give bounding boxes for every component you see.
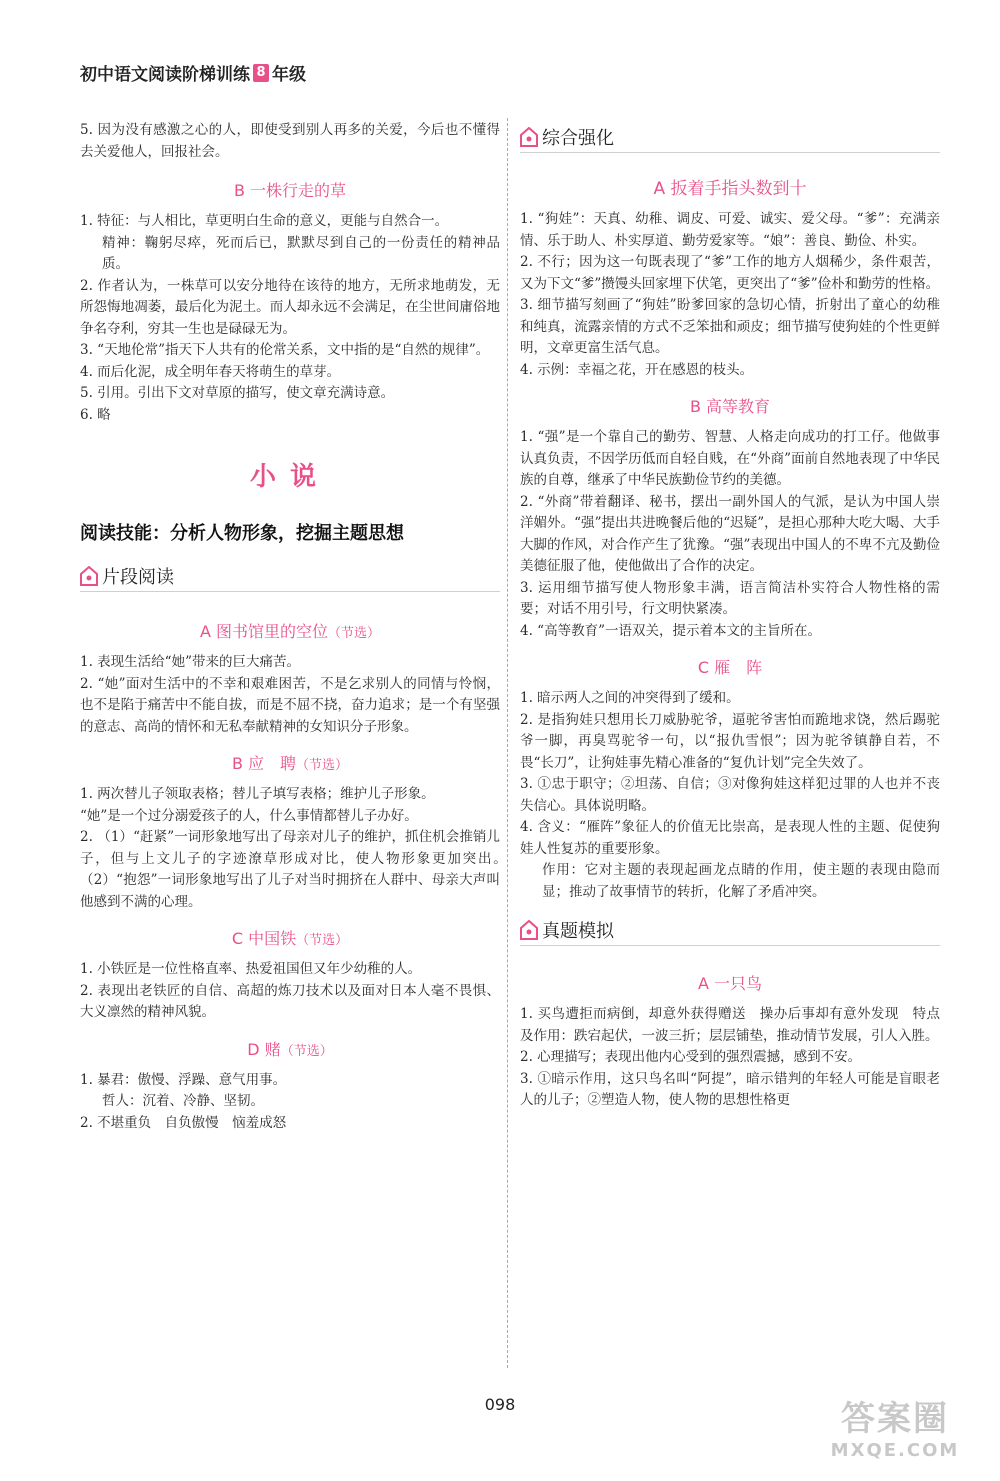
- section-title: [80, 620, 500, 646]
- section-title-note: （节选）: [280, 1043, 333, 1059]
- header-title-post: 年级: [272, 65, 306, 85]
- section-title: [80, 927, 500, 953]
- section-heading-label: 综合强化: [542, 128, 614, 149]
- section-heading-comprehensive: [520, 124, 940, 153]
- answer-item: 1. 小铁匠是一位性格直率、热爱祖国但又年少幼稚的人。: [80, 961, 422, 977]
- section-title-text: A 图书馆里的空位: [199, 622, 329, 641]
- skill-heading: 阅读技能：分析人物形象，挖掘主题思想: [80, 523, 404, 544]
- section-title: [80, 1038, 500, 1064]
- answer-item: 1. 表现生活给“她”带来的巨大痛苦。: [80, 654, 300, 670]
- answer-item: 1. “强”是一个靠自己的勤劳、智慧、人格走向成功的打工仔。他做事认真负责，不因学历低而自轻自贱，在“外商”面前自然地表现了中华民族的自尊，继承了中华民族勤俭节约的美德。: [520, 429, 940, 488]
- answer-item: 1. 特征：与人相比，草更明白生命的意义，更能与自然合一。: [80, 213, 449, 229]
- answer-item: 3. “天地伦常”指天下人共有的伦常关系，文中指的是“自然的规律”。: [80, 342, 490, 358]
- answer-item: 2. 不堪重负 自负傲慢 恼羞成怒: [80, 1114, 287, 1131]
- answer-item: 3. 细节描写刻画了“狗娃”盼爹回家的急切心情，折射出了童心的幼稚和纯真，流露亲情的方式不乏笨拙和顽皮；细节描写使狗娃的个性更鲜明，文章更富生活气息。: [520, 297, 940, 356]
- answer-item: 1. 两次替儿子领取表格；替儿子填写表格；维护儿子形象。: [80, 786, 435, 802]
- section-title: A 扳着手指头数到十: [653, 179, 807, 199]
- house-icon: [520, 127, 538, 147]
- answer-item: 5. 因为没有感激之心的人，即使受到别人再多的关爱，今后也不懂得去关爱他人，回报社会。: [80, 122, 500, 160]
- answer-item: 作用：它对主题的表现起画龙点睛的作用，使主题的表现由隐而显；推动了故事情节的转折，化解了矛盾冲突。: [542, 862, 940, 900]
- section-heading-exam: [520, 917, 940, 946]
- answer-item: 1. 暴君：傲慢、浮躁、意气用事。: [80, 1071, 287, 1088]
- section-title-note: （节选）: [296, 933, 349, 948]
- answer-item: 2. （1）“赶紧”一词形象地写出了母亲对儿子的维护，抓住机会推销儿子，但与上文儿子的字迹潦草形成对比，使人物形象更加突出。 （2）“抱怨”一词形象地写出了儿子对当时拥挤在人群中、母亲大声叫他感到不满的心理。: [80, 829, 514, 910]
- section-title-text: C 中国铁: [231, 929, 297, 948]
- answer-item: 哲人：沉着、冷静、坚韧。: [102, 1093, 264, 1109]
- section-title-note: （节选）: [328, 626, 381, 641]
- section-heading-fragment: [80, 563, 500, 592]
- answer-item: 3. ①忠于职守；②坦荡、自信；③对像狗娃这样犯过罪的人也并不丧失信心。具体说明略。: [520, 776, 940, 814]
- answer-item: 2. 表现出老铁匠的自信、高超的炼刀技术以及面对日本人毫不畏惧、大义凛然的精神风貌。: [80, 982, 500, 1020]
- watermark-url: MXQE.COM: [830, 1440, 960, 1461]
- section-title-text: B 应 聘: [231, 754, 297, 773]
- watermark-logo: 答案圈: [841, 1399, 949, 1439]
- answer-item: 2. 是指狗娃只想用长刀威胁驼爷，逼驼爷害怕而跪地求饶，然后踢驼爷一脚，再臭骂驼爷一句，以“报仇雪恨”；因为驼爷镇静自若，不畏“长刀”，让狗娃事先精心准备的“复仇计划”完全失效了。: [520, 711, 940, 771]
- answer-item: 精神：鞠躬尽瘁，死而后已，默默尽到自己的一份责任的精神品质。: [102, 234, 500, 272]
- answer-item: 1. 买鸟遭拒而病倒，却意外获得赠送 操办后事却有意外发现 特点及作用：跌宕起伏，一波三折；层层铺垫，推动情节发展，引人入胜。: [520, 1006, 940, 1044]
- right-column: [520, 120, 940, 1112]
- section-title: [80, 752, 500, 778]
- answer-item: 1. “狗娃”：天真、幼稚、调皮、可爱、诚实、爱父母。“爹”：充满亲情、乐于助人、朴实厚道、勤劳爱家等。“娘”：善良、勤俭、朴实。: [520, 211, 940, 249]
- answer-item: 2. 不行；因为这一句既表现了“爹”工作的地方人烟稀少，条件艰苦，又为下文“爹”攒馒头回家埋下伏笔，更突出了“爹”俭朴和勤劳的性格。: [520, 254, 940, 292]
- answer-item: 4. 含义：“雁阵”象征人的价值无比崇高，是表现人性的主题、促使狗娃人性复苏的重要形象。: [520, 819, 940, 857]
- answer-item: 5. 引用。引出下文对草原的描写，使文章充满诗意。: [80, 385, 395, 401]
- section-title-note: （节选）: [296, 758, 349, 773]
- site-watermark: [810, 1391, 980, 1471]
- answer-item: 1. 暗示两人之间的冲突得到了缓和。: [520, 690, 740, 706]
- section-heading-label: 片段阅读: [102, 567, 174, 588]
- answer-item: 6. 略: [80, 406, 111, 423]
- answer-item: “她”是一个过分溺爱孩子的人，什么事情都替儿子办好。: [80, 807, 418, 824]
- answer-item: 3. 运用细节描写使人物形象丰满，语言简洁朴实符合人物性格的需要；对话不用引号，行文明快紧凑。: [520, 579, 940, 617]
- left-column: [80, 120, 514, 1134]
- answer-item: 2. “外商”带着翻译、秘书，摆出一副外国人的气派，是认为中国人崇洋媚外。“强”提出共进晚餐后他的“迟疑”，是担心那种大吃大喝、大手大脚的作风，对合作产生了犹豫。“强”表现出中国人的不卑不亢及勤俭美德征服了他，使他做出了合作的决定。: [520, 493, 940, 574]
- house-icon: [80, 566, 98, 586]
- book-header: [80, 60, 306, 85]
- grade-badge: 8: [253, 64, 269, 82]
- answer-item: 2. “她”面对生活中的不幸和艰难困苦，不是乞求别人的同情与怜悯，也不是陷于痛苦中不能自拔，而是不屈不挠，奋力追求；是一个有坚强的意志、高尚的情怀和无私奉献精神的女知识分子形象。: [80, 675, 500, 735]
- answer-item: 4. “高等教育”一语双关，提示着本文的主旨所在。: [520, 622, 821, 639]
- page-number: 098: [484, 1395, 516, 1414]
- column-divider: [507, 118, 508, 1368]
- section-title: C 雁 阵: [697, 658, 763, 677]
- answer-item: 4. 而后化泥，成全明年春天将萌生的草芽。: [80, 363, 341, 380]
- header-title-pre: 初中语文阅读阶梯训练: [80, 65, 250, 85]
- section-title: B 一株行走的草: [233, 181, 347, 200]
- section-heading-label: 真题模拟: [542, 921, 614, 942]
- answer-item: 2. 心理描写；表现出他内心受到的强烈震撼，感到不安。: [520, 1049, 862, 1065]
- answer-item: 4. 示例：幸福之花，开在感恩的枝头。: [520, 361, 754, 378]
- section-title: A 一只鸟: [697, 974, 763, 993]
- answer-item: 2. 作者认为，一株草可以安分地待在该待的地方，无所求地萌发，无所怨悔地凋萎，最后化为泥土。而人却永远不会满足，在尘世间庸俗地争名夺利，穷其一生也是碌碌无为。: [80, 277, 500, 337]
- section-title-text: D 赌: [247, 1039, 281, 1059]
- answer-item: 3. ①暗示作用，这只鸟名叫“阿提”，暗示错判的年轻人可能是盲眼老人的儿子；②塑造人物，使人物的思想性格更: [520, 1070, 940, 1108]
- section-title: B 高等教育: [689, 397, 771, 416]
- chapter-title: 小说: [249, 462, 330, 492]
- house-icon: [520, 920, 538, 940]
